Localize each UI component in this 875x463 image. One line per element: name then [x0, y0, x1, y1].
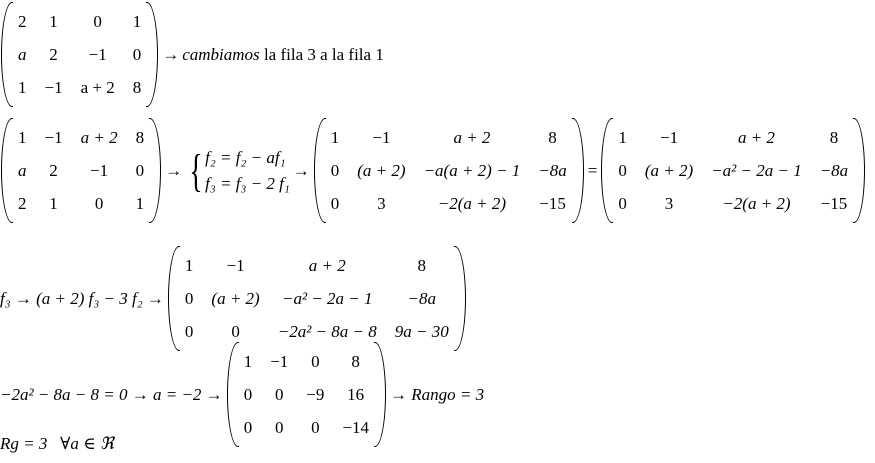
matrix-table	[176, 249, 458, 348]
cell: (a + 2)	[644, 160, 694, 180]
cell: 0	[274, 417, 284, 437]
cell: 0	[243, 417, 253, 437]
cell: 0	[184, 288, 194, 308]
cell: −2a² − 8a − 8	[277, 321, 377, 341]
cell: −1	[372, 127, 391, 147]
cell: 1	[18, 77, 27, 97]
cell: −15	[539, 193, 566, 213]
cell: 8	[829, 127, 839, 147]
cell: 1	[49, 193, 58, 213]
cell: 1	[18, 127, 27, 147]
cell: 3	[377, 193, 386, 213]
cell: −1	[659, 127, 679, 147]
cell: a + 2	[737, 127, 775, 147]
matrix-a-minus-2	[226, 342, 387, 447]
row-operation-f3: f₃ → (a + 2) f₃ − 3 f₂ →	[0, 288, 164, 308]
cell: −2(a + 2)	[437, 193, 507, 213]
brace-icon: {	[189, 144, 203, 196]
arrow: →	[165, 160, 183, 180]
cell: 0	[231, 321, 240, 341]
cell: −1	[88, 44, 107, 64]
cell: 8	[135, 127, 145, 147]
cell: 1	[132, 11, 142, 31]
cell: −8a	[819, 160, 849, 180]
cell: (a + 2)	[357, 160, 406, 180]
cell: 0	[330, 160, 340, 180]
cell: −1	[226, 255, 245, 275]
rank-result: → Rango = 3	[389, 384, 485, 404]
cell: 0	[274, 384, 284, 404]
matrix-table	[9, 121, 153, 220]
cell: −2(a + 2)	[722, 193, 791, 213]
matrix-table	[609, 121, 857, 220]
step4-line	[0, 342, 484, 447]
operation-f3: f₃ = f₃ − 2 f₁	[205, 173, 290, 193]
cell: −9	[306, 384, 325, 404]
cell: a	[18, 44, 27, 64]
matrix-echelon	[167, 246, 467, 351]
cell: −a² − 2a − 1	[711, 160, 802, 180]
cell: 0	[94, 193, 104, 213]
cell: −1	[44, 127, 63, 147]
operation-list	[205, 145, 290, 197]
cell: −a² − 2a − 1	[281, 288, 373, 308]
operation-f2: f₂ = f₂ − af₁	[205, 147, 286, 167]
matrix-swapped	[0, 118, 162, 223]
cell: 2	[18, 11, 27, 31]
step2-line	[0, 118, 866, 223]
cell: 0	[618, 193, 627, 213]
cell: 1	[49, 11, 58, 31]
cell: 0	[135, 160, 145, 180]
step1-text: la fila 3 a la fila 1	[259, 44, 384, 64]
cell: 2	[49, 44, 58, 64]
cell: 0	[243, 384, 253, 404]
cell: −8a	[538, 160, 567, 180]
cell: −15	[820, 193, 848, 213]
matrix-table	[322, 121, 576, 220]
cell: 1	[135, 193, 145, 213]
matrix-table	[235, 345, 378, 444]
cell: −a(a + 2) − 1	[423, 160, 521, 180]
cell: 8	[351, 351, 360, 371]
step3-line	[0, 246, 467, 351]
word-cambiamos: cambiamos	[182, 44, 260, 64]
matrix-initial	[0, 2, 159, 107]
cell: 0	[132, 44, 142, 64]
cell: 1	[243, 351, 253, 371]
cell: 1	[618, 127, 627, 147]
cell: 16	[347, 384, 365, 404]
cell: −1	[270, 351, 289, 371]
equation-a: −2a² − 8a − 8 = 0 → a = −2 →	[0, 384, 223, 404]
cell: a + 2	[453, 127, 491, 147]
cell: 1	[330, 127, 340, 147]
cell: 0	[330, 193, 340, 213]
cell: 0	[311, 351, 320, 371]
cell: 3	[664, 193, 674, 213]
matrix-expanded	[600, 118, 866, 223]
cell: a	[18, 160, 27, 180]
matrix-reduced	[313, 118, 585, 223]
cell: 0	[93, 11, 102, 31]
rank-conclusion: Rg = 3 ∀a ∈ ℜ	[0, 434, 114, 453]
matrix-table	[9, 5, 150, 104]
cell: 8	[132, 77, 142, 97]
step1-line	[0, 2, 384, 107]
cell: a + 2	[80, 127, 118, 147]
cell: 8	[417, 255, 426, 275]
conclusion-line	[0, 434, 114, 454]
cell: 1	[184, 255, 194, 275]
cell: 2	[18, 193, 27, 213]
cell: a + 2	[308, 255, 346, 275]
arrow: →	[292, 160, 310, 180]
arrow: →	[162, 44, 180, 64]
equals-sign: =	[587, 160, 598, 180]
cell: 0	[618, 160, 627, 180]
cell: −14	[342, 417, 369, 437]
cell: −8a	[407, 288, 436, 308]
cell: 0	[311, 417, 320, 437]
cell: (a + 2)	[211, 288, 260, 308]
cell: 0	[184, 321, 194, 341]
row-operations	[185, 145, 290, 197]
cell: 8	[548, 127, 557, 147]
cell: −1	[90, 160, 109, 180]
cell: 9a − 30	[394, 321, 449, 341]
cell: a + 2	[80, 77, 115, 97]
cell: 2	[49, 160, 58, 180]
cell: −1	[44, 77, 63, 97]
